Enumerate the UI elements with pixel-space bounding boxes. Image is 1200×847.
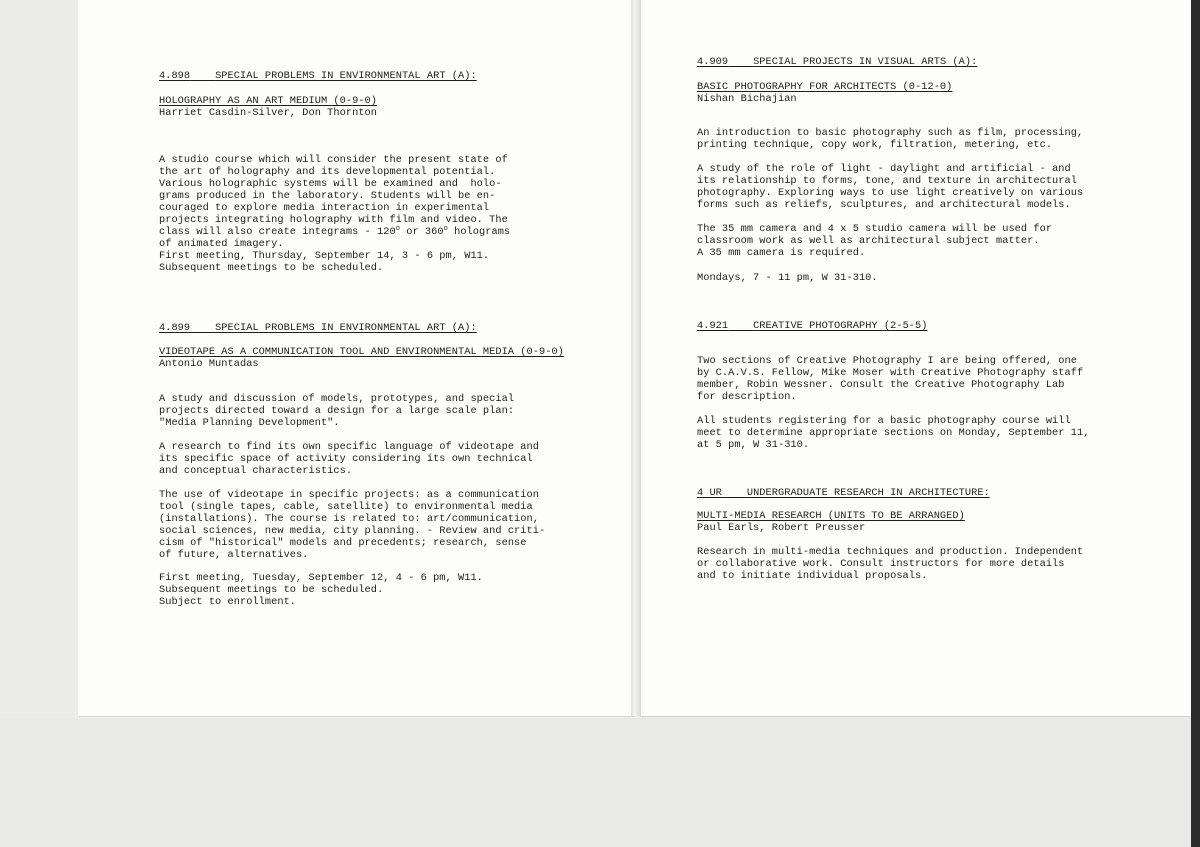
section-title: UNDERGRADUATE RESEARCH IN ARCHITECTURE: bbox=[746, 487, 990, 499]
section-4-921-para-2: All students registering for a basic photography course will meet to determine appropriate sections on Monday, September 11, at 5 pm, W 31-310. bbox=[697, 415, 1090, 451]
text-line: couraged to explore media interaction in experimental bbox=[159, 202, 490, 214]
section-title: SPECIAL PROJECTS IN VISUAL ARTS (A): bbox=[753, 56, 978, 68]
section-4-899-header bbox=[159, 322, 477, 334]
section-4-899-para-3: The use of videotape in specific projects: as a communication tool (single tapes, cable, satellite) to environmental media (installations). The course is related to: art/communication, social sciences, new media, city planning. - Review and criti- cism of "historical" models and precedents; research, sense of future, alternatives. bbox=[159, 489, 546, 561]
section-number: 4.921 bbox=[697, 320, 729, 332]
scanner-edge bbox=[1191, 0, 1200, 847]
section-title: SPECIAL PROBLEMS IN ENVIRONMENTAL ART (A): bbox=[215, 70, 477, 82]
text-line: of animated imagery. bbox=[159, 238, 284, 250]
text-line: Various holographic systems will be examined and holo- bbox=[159, 178, 502, 190]
section-4-909-para-1: An introduction to basic photography such as film, processing, printing technique, copy work, filtration, metering, etc. bbox=[697, 127, 1084, 151]
course-title: HOLOGRAPHY AS AN ART MEDIUM (0-9-0) bbox=[159, 95, 378, 107]
text-line: projects integrating holography with film and video. The bbox=[159, 214, 508, 226]
section-4-898-description bbox=[159, 142, 510, 262]
section-4-899-para-2: A research to find its own specific language of videotape and its specific space of activity considering its own technical and conceptual characteristics. bbox=[159, 441, 539, 477]
section-4-921-header bbox=[697, 320, 928, 332]
section-4-898-header bbox=[159, 70, 477, 82]
section-4-898-course bbox=[159, 95, 377, 119]
section-4-909-meeting: Mondays, 7 - 11 pm, W 31-310. bbox=[697, 272, 878, 284]
section-number: 4.898 bbox=[159, 70, 191, 82]
section-number: 4.899 bbox=[159, 322, 191, 334]
scan-background-bottom bbox=[0, 718, 1200, 847]
section-4-899-course bbox=[159, 346, 564, 370]
instructors: Harriet Casdin-Silver, Don Thornton bbox=[159, 107, 378, 119]
section-4-921-para-1: Two sections of Creative Photography I are being offered, one by C.A.V.S. Fellow, Mike Moser with Creative Photography staff member, Robin Wessner. Consult the Creative Photography Lab for description. bbox=[697, 355, 1084, 403]
section-4-ur-description: Research in multi-media techniques and production. Independent or collaborative work. Consult instructors for more details and to initiate individual proposals. bbox=[697, 546, 1084, 582]
instructors: Antonio Muntadas bbox=[159, 358, 259, 370]
section-4-909-header bbox=[697, 56, 977, 68]
text-line: A studio course which will consider the present state of bbox=[159, 154, 508, 166]
section-number: 4.909 bbox=[697, 56, 729, 68]
course-title: VIDEOTAPE AS A COMMUNICATION TOOL AND ENVIRONMENTAL MEDIA (0-9-0) bbox=[159, 346, 564, 358]
section-title: SPECIAL PROBLEMS IN ENVIRONMENTAL ART (A): bbox=[215, 322, 477, 334]
book-gutter bbox=[631, 0, 641, 716]
text-line: grams produced in the laboratory. Students will be en- bbox=[159, 190, 496, 202]
section-4-898-meeting: First meeting, Thursday, September 14, 3 - 6 pm, W11. Subsequent meetings to be scheduled. bbox=[159, 250, 490, 274]
section-4-899-meeting: First meeting, Tuesday, September 12, 4 - 6 pm, W11. Subsequent meetings to be scheduled. Subject to enrollment. bbox=[159, 572, 483, 608]
section-4-909-course bbox=[697, 81, 952, 105]
instructors: Paul Earls, Robert Preusser bbox=[697, 522, 866, 534]
section-4-909-para-3: The 35 mm camera and 4 x 5 studio camera will be used for classroom work as well as architectural subject matter. A 35 mm camera is required. bbox=[697, 223, 1053, 259]
section-4-ur-header bbox=[697, 487, 990, 499]
text-line: the art of holography and its developmental potential. bbox=[159, 166, 496, 178]
section-4-ur-course bbox=[697, 510, 965, 534]
text-line-integrams: class will also create integrams - 120$^o$ or 360$^o$ holograms bbox=[159, 225, 511, 238]
course-title: MULTI-MEDIA RESEARCH (UNITS TO BE ARRANGED) bbox=[697, 510, 965, 522]
section-title: CREATIVE PHOTOGRAPHY (2-5-5) bbox=[753, 320, 928, 332]
course-title: BASIC PHOTOGRAPHY FOR ARCHITECTS (0-12-0) bbox=[697, 81, 953, 93]
section-4-909-para-2: A study of the role of light - daylight and artificial - and its relationship to forms, tone, and texture in architectural photography. Exploring ways to use light creatively on various forms such as reliefs, sculptures, and architectural models. bbox=[697, 163, 1084, 211]
instructors: Nishan Bichajian bbox=[697, 93, 797, 105]
section-4-899-para-1: A study and discussion of models, prototypes, and special projects directed toward a design for a large scale plan: "Media Planning Development". bbox=[159, 393, 515, 429]
section-number: 4 UR bbox=[697, 487, 722, 499]
